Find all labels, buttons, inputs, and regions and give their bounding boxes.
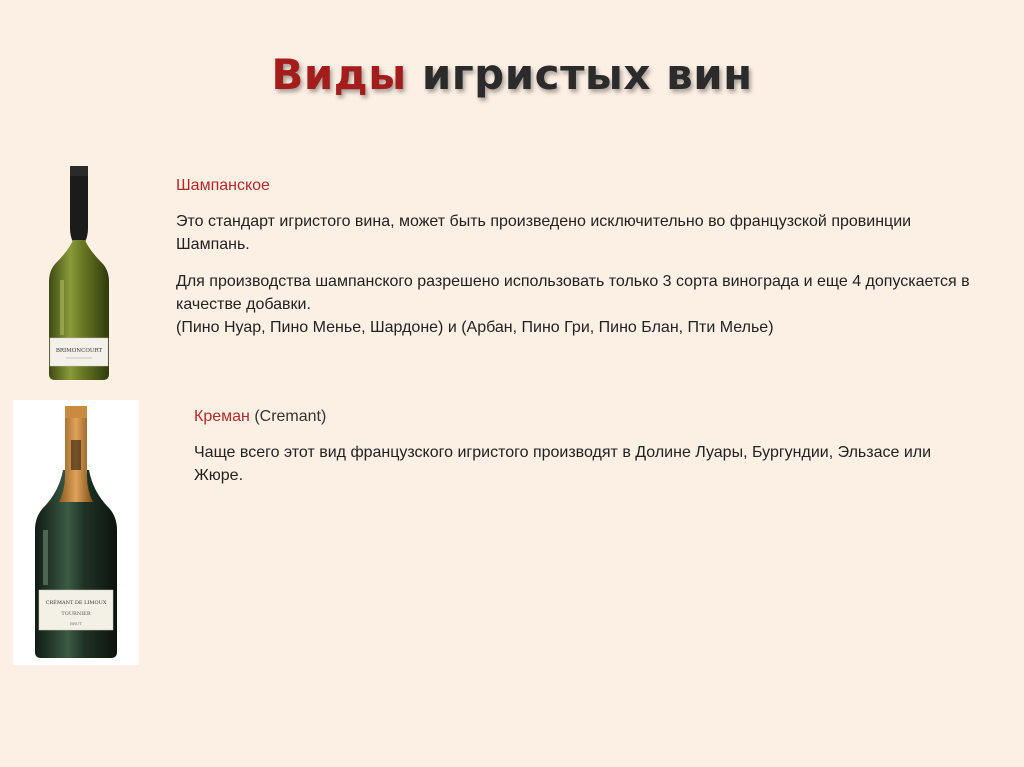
- cremant-heading-suffix: (Cremant): [254, 408, 327, 425]
- champagne-section: [176, 177, 976, 339]
- cremant-bottle-image: [13, 400, 139, 665]
- champagne-label-text: BRIMONCOURT: [55, 348, 103, 354]
- cremant-paragraph-1: Чаще всего этот вид французского игристого производят в Долине Луары, Бургундии, Эльзасе или Жюре.: [194, 444, 932, 484]
- champagne-bottle-image: [38, 160, 120, 385]
- cremant-section: [194, 408, 974, 487]
- cremant-label-text-3: BRUT: [70, 621, 82, 626]
- champagne-paragraph-2: [176, 270, 976, 339]
- slide-title: [0, 50, 1024, 99]
- cremant-heading: [194, 408, 974, 426]
- title-rest: игристых вин: [421, 50, 753, 99]
- cremant-label-text: CRÉMANT DE LIMOUX: [45, 600, 107, 606]
- champagne-paragraph-2-line-1: Для производства шампанского разрешено использовать только 3 сорта винограда и еще 4 допускается в качестве добавки.: [176, 273, 970, 313]
- champagne-paragraph-2-line-2: (Пино Нуар, Пино Менье, Шардоне) и (Арбан, Пино Гри, Пино Блан, Пти Мелье): [176, 319, 774, 336]
- champagne-heading: Шампанское: [176, 177, 270, 194]
- champagne-paragraph-1: Это стандарт игристого вина, может быть произведено исключительно во французской провинции Шампань.: [176, 213, 912, 253]
- cremant-label-text-2: TOURNIER: [61, 611, 91, 617]
- cremant-heading-title: Креман: [194, 408, 250, 425]
- title-accent: Виды: [271, 50, 407, 99]
